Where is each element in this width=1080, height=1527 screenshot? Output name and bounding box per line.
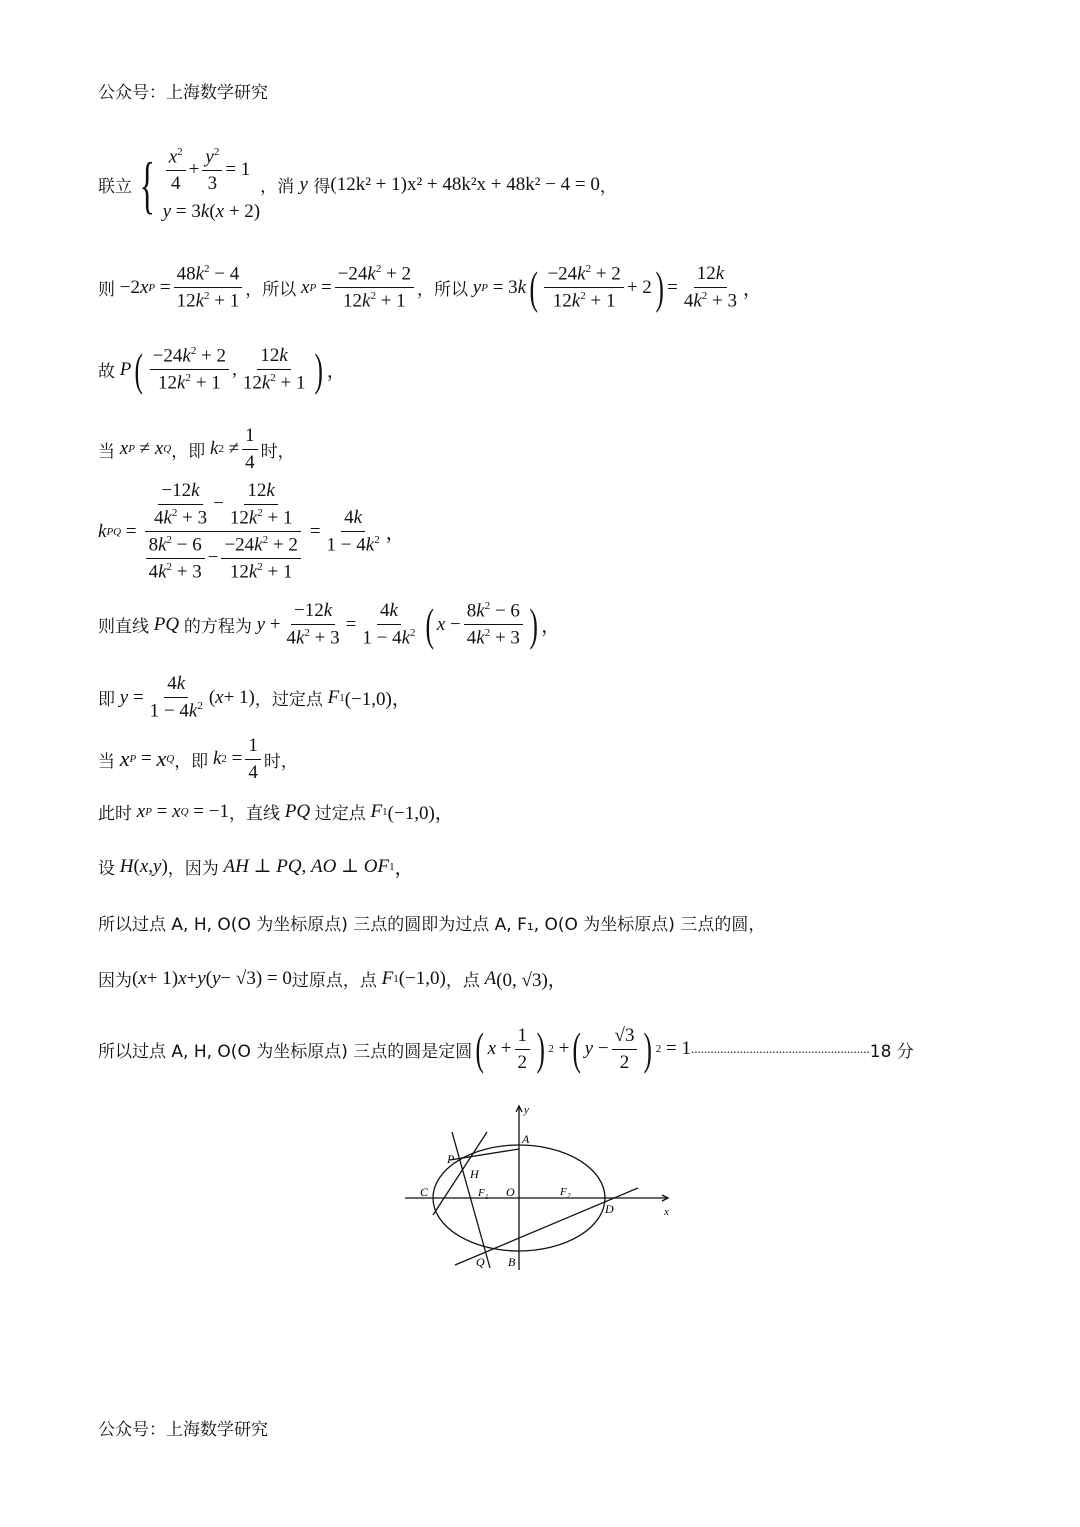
label-a: A [522,1132,530,1146]
line-fixed-point: 即 y = $\frac{4k}{1 - 4k^2}$ ( x + 1) ，过定点 F 1 (−1,0)， [98,673,411,722]
line-pa [450,1149,519,1160]
line-xp-yp: 则 −2 x P = $\frac{48k^2 - 4}{12k^2 + 1}$ ，所以 x P = $\frac{-24k^2 + 2}{12k^2 + 1}$ ，所以 y P = 3 k ( $\frac{-24k^2 + 2}{12k^2 + 1}$ + 2 ) = $\frac{12k}{4k^2 + 3}$ ， [98,261,762,313]
line-cp [433,1132,487,1215]
label-d: D [605,1202,614,1216]
line-pq-equation: 则直线 PQ 的方程为 y + $\frac{-12k}{4k^2 + 3}$ = $\frac{4k}{1 - 4k^2}$ ( x − $\frac{8k^2 - 6}{4k^2 + 3}$ ) ， [98,598,561,650]
score-label: 18 分 [869,1041,914,1062]
line-simultaneous: 联立 { $\frac{x^2}{4}$ + $\frac{y^2}{3}$ = 1 y = 3k(x + 2) ，消 y 得 (12k² + 1)x² + 48k²x + 48k² − 4 = 0 ， [98,146,617,223]
label-h: H [470,1167,479,1181]
label-c: C [420,1185,429,1199]
page-footer: 公众号：上海数学研究 [98,1420,268,1440]
line-circle-check: 因为 ( x + 1) x + y ( y − √3) = 0 过原点，点 F 1 (−1,0) ，点 A (0, √3)， [98,967,567,991]
line-case2: 当 x P = x Q ，即 k 2 = $\frac{1}{4}$ 时， [98,735,298,783]
label-q: Q [476,1255,485,1269]
label-f1: F [478,1187,485,1199]
label-b: B [508,1255,516,1269]
label-o: O [506,1185,515,1199]
line-slope-pq: k PQ = $\frac{-12k}{4k^2 + 3}$ − $\frac{12k}{12k^2 + 1}$ $\frac{8k^2 - 6}{4k^2 + 3}$ − $\frac{-24k^2 + 2}{12k^2 + 1}$ = $\frac{4k}{1 - 4k^2}$ ， [98,480,405,583]
ellipse-figure [400,1100,690,1275]
label-x: x [664,1206,669,1218]
label-f1-sub: 1 [485,1193,489,1201]
label-y: y [524,1104,529,1116]
line-conclusion: 所以过点 A, H, O(O 为坐标原点) 三点的圆是定圆 ( x + $\frac{1}{2}$ ) 2 + ( y − $\frac{√3}{2}$ ) 2 = 1 ....................................................... 18 分 [98,1023,914,1075]
line-circle-equivalence: 所以过点 A, H, O(O 为坐标原点) 三点的圆即为过点 A, F₁, O(O 为坐标原点) 三点的圆， [98,915,766,935]
label-p: P [447,1152,455,1166]
label-f2: F [560,1186,567,1198]
line-qd [455,1188,638,1265]
line-point-p: 故 P ( $\frac{-24k^2 + 2}{12k^2 + 1}$ , $\frac{12k}{12k^2 + 1}$ ) ， [98,343,346,395]
line-set-h: 设 H ( x , y ) ，因为 AH ⊥ PQ , AO ⊥ OF 1 ， [98,855,414,879]
line-vertical-case: 此时 x P = x Q = −1 ，直线 PQ 过定点 F 1 (−1,0)， [98,800,454,824]
label-f2-sub: 2 [567,1192,571,1200]
page-header: 公众号：上海数学研究 [98,83,268,103]
line-case1: 当 x P ≠ x Q ，即 k 2 ≠ $\frac{1}{4}$ 时， [98,425,295,473]
